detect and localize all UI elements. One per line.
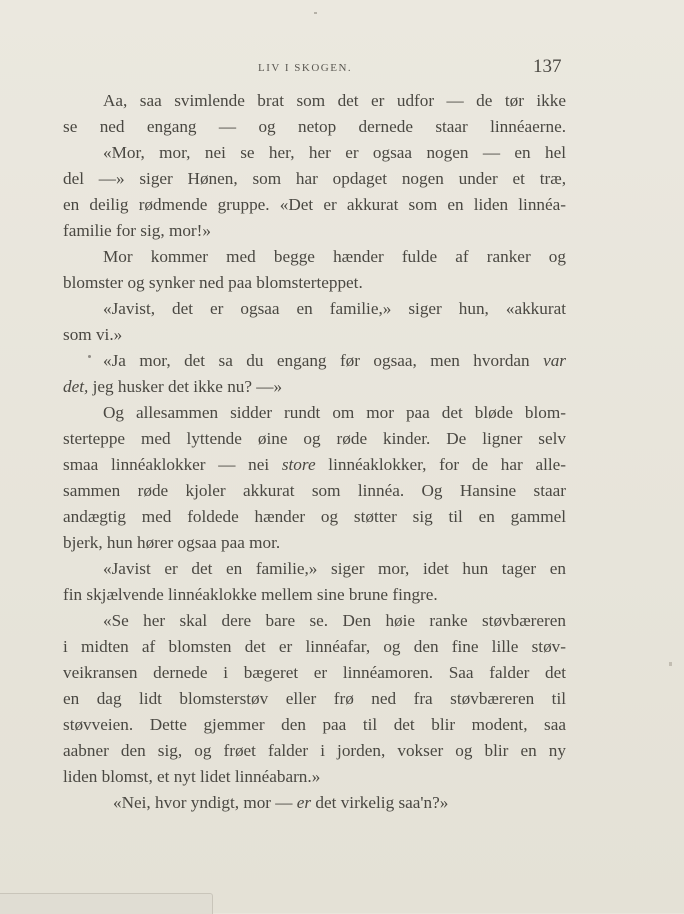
text-segment: «Mor, mor, nei se her, her er ogsaa nogen — en hel [103, 143, 566, 162]
text-line [63, 504, 566, 530]
text-segment: støvveien. Dette gjemmer den paa til det blir modent, saa [63, 715, 566, 734]
text-line [63, 192, 566, 218]
italic-text: var [543, 351, 566, 370]
text-segment: «Javist, det er ogsaa en familie,» siger hun, «akkurat [103, 299, 566, 318]
text-line [63, 88, 566, 114]
italic-text: er [296, 793, 312, 812]
text-segment: det virkelig saa'n?» [311, 793, 449, 812]
running-head: LIV I SKOGEN. [258, 62, 353, 74]
text-segment: «Ja mor, det sa du engang før ogsaa, men hvordan [103, 351, 544, 370]
paper-speck [314, 12, 317, 14]
text-segment: fin skjælvende linnéaklokke mellem sine brune fingre. [63, 585, 438, 604]
body-text [63, 88, 566, 816]
text-line [63, 218, 566, 244]
text-segment: som vi.» [63, 325, 123, 344]
text-segment: en deilig rødmende gruppe. «Det er akkurat som en liden linnéa- [63, 195, 566, 214]
text-line [63, 634, 566, 660]
text-segment: i midten af blomsten det er linnéafar, og den fine lille støv- [63, 637, 566, 656]
text-segment: sammen røde kjoler akkurat som linnéa. Og Hansine staar [63, 481, 566, 500]
text-line [63, 374, 566, 400]
text-segment: «Nei, hvor yndigt, mor — [113, 793, 297, 812]
text-segment: jeg husker det ikke nu? —» [88, 377, 283, 396]
text-line [63, 166, 566, 192]
text-line [63, 738, 566, 764]
text-line [63, 660, 566, 686]
italic-text: det, [63, 377, 89, 396]
text-segment: liden blomst, et nyt lidet linnéabarn.» [63, 767, 321, 786]
text-segment: «Javist er det en familie,» siger mor, idet hun tager en [103, 559, 566, 578]
text-line [63, 114, 566, 140]
text-line [63, 530, 566, 556]
text-segment: sterteppe med lyttende øine og røde kinder. De ligner selv [63, 429, 566, 448]
text-line [63, 348, 566, 374]
text-line [63, 296, 566, 322]
text-line [63, 426, 566, 452]
text-segment: del —» siger Hønen, som har opdaget nogen under et træ, [63, 169, 566, 188]
page-number: 137 [533, 56, 562, 77]
text-segment: «Se her skal dere bare se. Den høie ranke støvbæreren [103, 611, 566, 630]
text-line [63, 608, 566, 634]
text-segment: en dag lidt blomsterstøv eller frø ned fra støvbæreren til [63, 689, 566, 708]
text-line [63, 452, 566, 478]
text-line [63, 244, 566, 270]
text-line [63, 790, 566, 816]
text-line [63, 322, 566, 348]
text-line [63, 582, 566, 608]
text-segment: aabner den sig, og frøet falder i jorden, vokser og blir en ny [63, 741, 566, 760]
text-line [63, 140, 566, 166]
underlying-page-edge [0, 893, 213, 914]
text-segment: smaa linnéaklokker — nei [63, 455, 282, 474]
text-segment: veikransen dernede i bægeret er linnéamoren. Saa falder det [63, 663, 566, 682]
text-line [63, 400, 566, 426]
text-segment: linnéaklokker, for de har alle- [315, 455, 566, 474]
text-segment: Mor kommer med begge hænder fulde af ranker og [103, 247, 566, 266]
text-segment: se ned engang — og netop dernede staar linnéaerne. [63, 117, 566, 136]
text-segment: familie for sig, mor!» [63, 221, 211, 240]
text-segment: bjerk, hun hører ogsaa paa mor. [63, 533, 281, 552]
text-segment: andægtig med foldede hænder og støtter sig til en gammel [63, 507, 566, 526]
text-segment: blomster og synker ned paa blomsterteppet. [63, 273, 363, 292]
text-line [63, 764, 566, 790]
text-line [63, 712, 566, 738]
text-segment: Og allesammen sidder rundt om mor paa det bløde blom- [103, 403, 566, 422]
text-line [63, 478, 566, 504]
text-line [63, 556, 566, 582]
text-segment: Aa, saa svimlende brat som det er udfor — de tør ikke [103, 91, 566, 110]
pencil-dot [88, 355, 91, 358]
paper-speck [669, 662, 672, 666]
italic-text: store [281, 455, 316, 474]
text-line [63, 686, 566, 712]
text-line [63, 270, 566, 296]
